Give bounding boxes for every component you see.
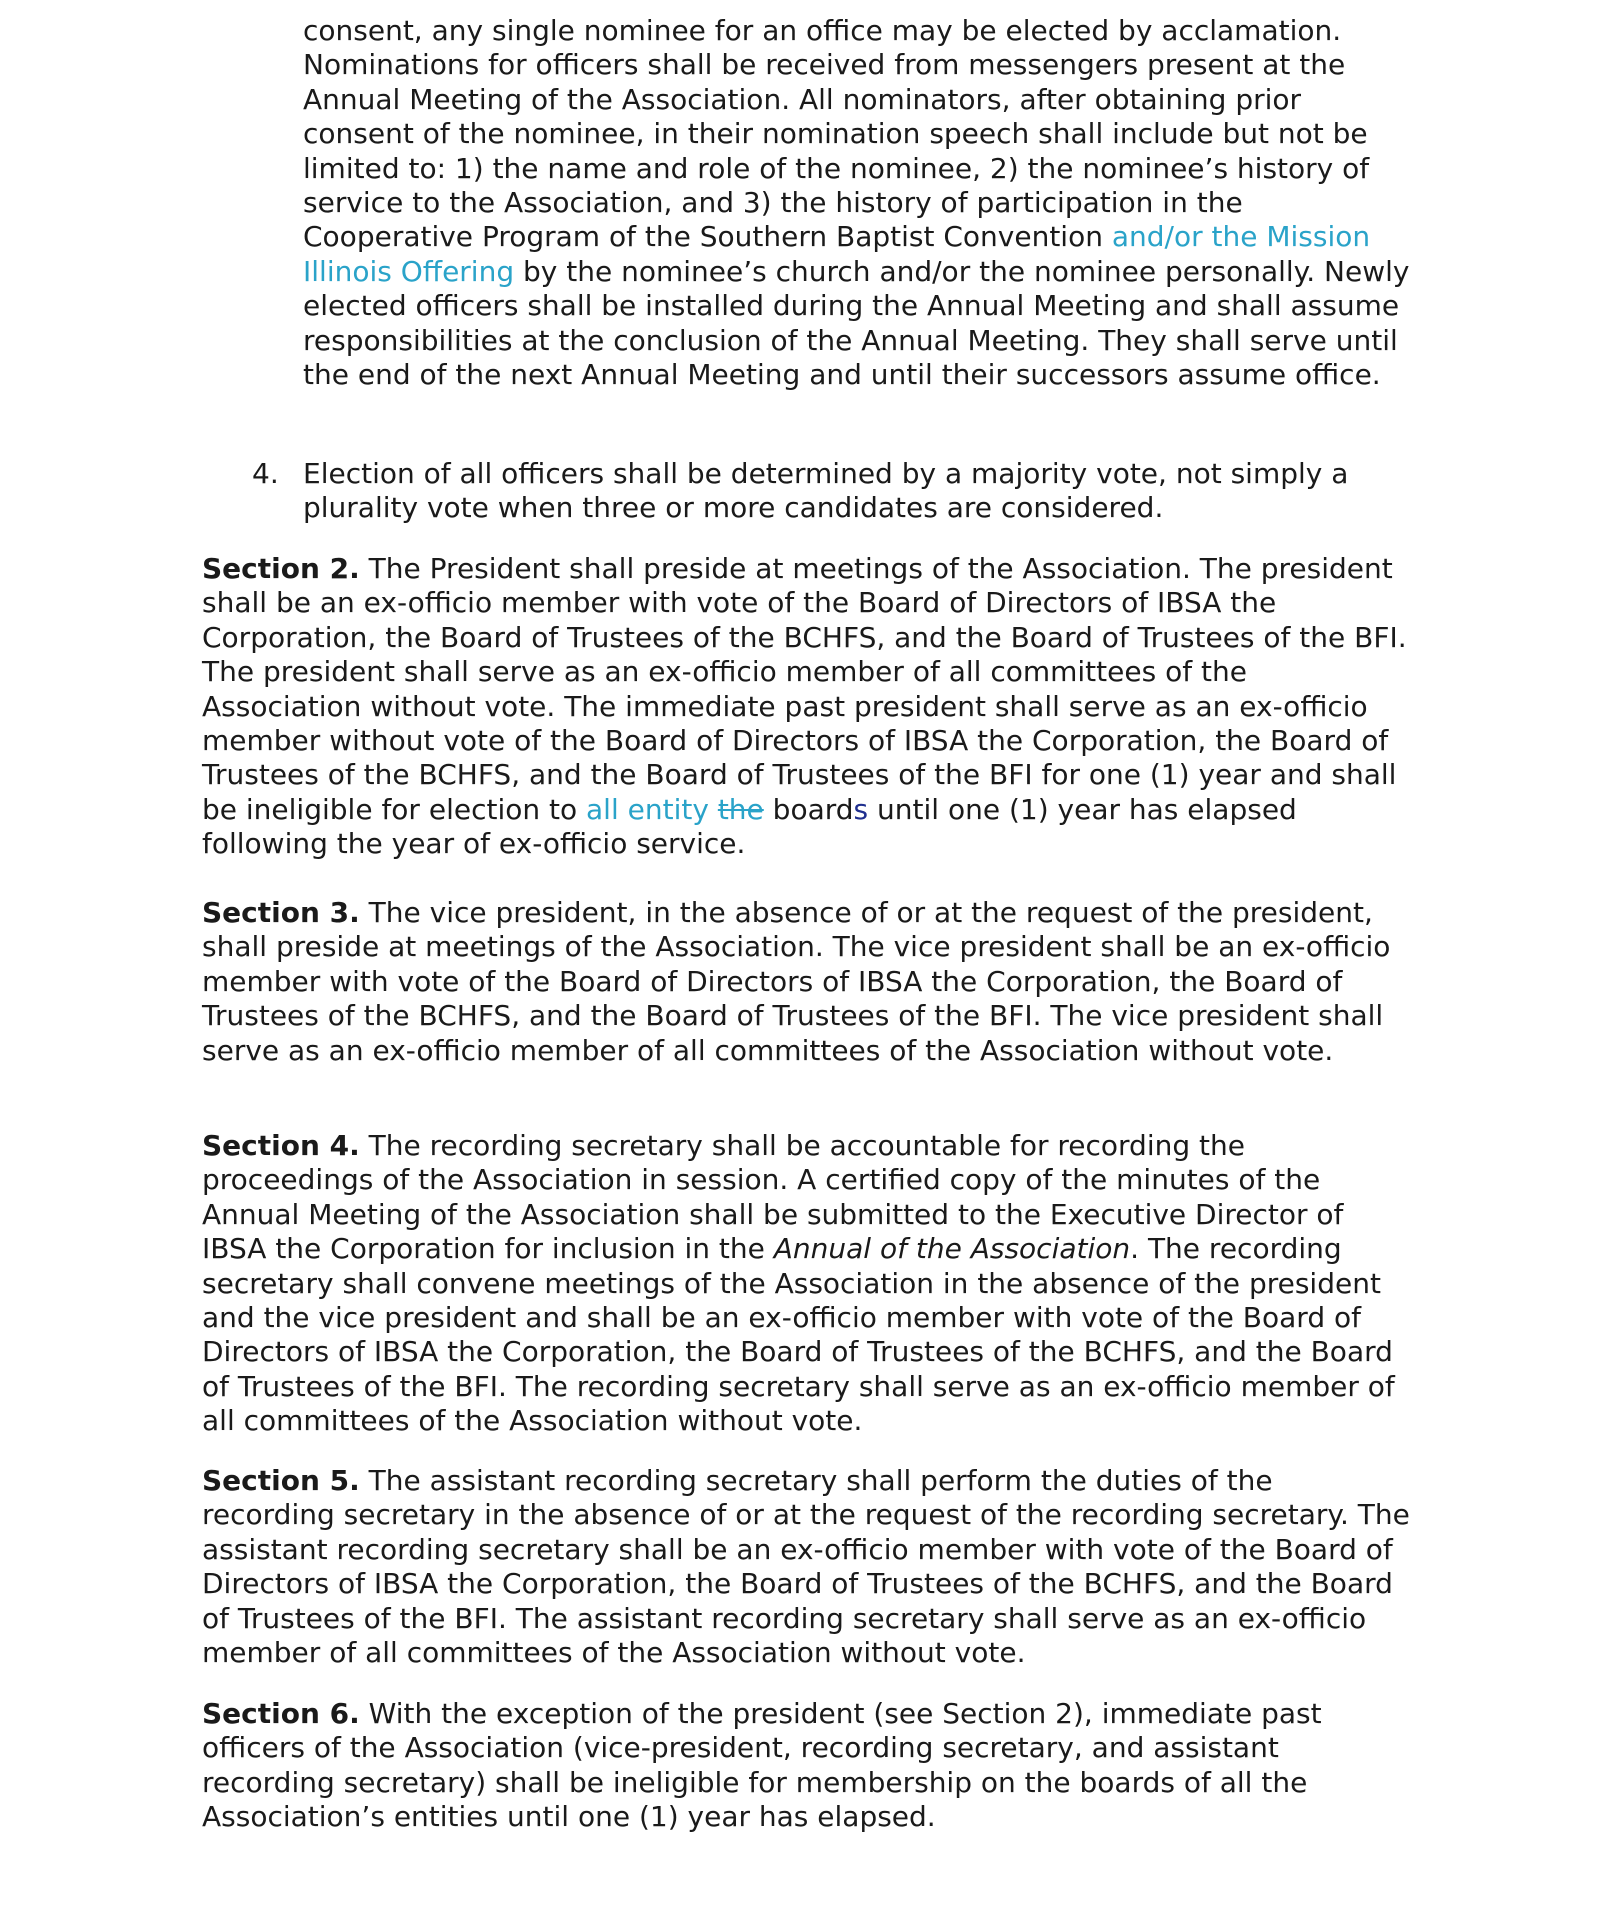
section-3-text: The vice president, in the absence of or at the request of the president, shall preside at meetings of the Association. The vice president shall be an ex-officio member with vote of the Board of Directors of IBSA the Corporation, the Board of Trustees of the BCHFS, and the Board of Trustees of the BFI. The vice president shall serve as an ex-officio member of all committees of the Association without vote. xyxy=(202,896,1391,1067)
list-item-4 xyxy=(252,457,1412,526)
nomination-paragraph xyxy=(303,14,1413,392)
deleted-the: the xyxy=(717,792,764,826)
section-2-text-a: The President shall preside at meetings of the Association. The president shall be an ex-officio member with vote of the Board of Directors of IBSA the Corporation, the Board of Trustees of the BCHFS, and the Board of Trustees of the BFI. The president shall serve as an ex-officio member of all committees of the Association without vote. The immediate past president shall serve as an ex-officio member without vote of the Board of Directors of IBSA the Corporation, the Board of Trustees of the BCHFS, and the Board of Trustees of the BFI for one (1) year and shall be ineligible for election to xyxy=(202,552,1407,826)
annual-title: Annual of the Association xyxy=(773,1232,1131,1266)
list-item-text: Election of all officers shall be determined by a majority vote, not simply a plurality vote when three or more candidates are considered. xyxy=(303,457,1349,525)
section-3 xyxy=(202,896,1412,1068)
section-5-text: The assistant recording secretary shall perform the duties of the recording secretary in the absence of or at the request of the recording secretary. The assistant recording secretary shall be an ex-officio member with vote of the Board of Directors of IBSA the Corporation, the Board of Trustees of the BCHFS, and the Board of Trustees of the BFI. The assistant recording secretary shall serve as an ex-officio member of all committees of the Association without vote. xyxy=(202,1464,1410,1670)
section-2-label: Section 2. xyxy=(202,552,360,585)
section-3-label: Section 3. xyxy=(202,896,360,929)
nomination-text-a: consent, any single nominee for an office may be elected by acclamation. Nominations for officers shall be received from messengers present at the Annual Meeting of the Association. All nominators, after obtaining prior consent of the nominee, in their nomination speech shall include but not be limited to: 1) the name and role of the nominee, 2) the nominee’s history of service to the Association, and 3) the history of participation in the Cooperative Program of the Southern Baptist Convention xyxy=(303,14,1370,254)
section-4-label: Section 4. xyxy=(202,1129,360,1162)
section-5-label: Section 5. xyxy=(202,1464,360,1497)
nomination-text-b: by the nominee’s church and/or the nominee personally. Newly elected officers shall be installed during the Annual Meeting and shall assume responsibilities at the conclusion of the Annual Meeting. They shall serve until the end of the next Annual Meeting and until their successors assume office. xyxy=(303,254,1410,392)
section-4-text-a: The recording secretary shall be accountable for recording the proceedings of the Association in session. A certified copy of the minutes of the Annual Meeting of the Association shall be submitted to the Executive Director of IBSA the Corporation for inclusion in the xyxy=(202,1129,1344,1266)
section-6-label: Section 6. xyxy=(202,1697,360,1730)
inserted-all-entity: all entity xyxy=(586,792,709,826)
section-4 xyxy=(202,1129,1412,1439)
inserted-mission-illinois: and/or the Mission Illinois Offering xyxy=(303,220,1371,288)
section-6-text: With the exception of the president (see Section 2), immediate past officers of the Association (vice-president, recording secretary, and assistant recording secretary) shall be ineligible for membership on the boards of all the Association’s entities until one (1) year has elapsed. xyxy=(202,1697,1322,1834)
section-2-text-c: until one (1) year has elapsed following the year of ex-officio service. xyxy=(202,792,1297,861)
section-2-text-b: board xyxy=(763,792,854,826)
section-4-text-b: . The recording secretary shall convene meetings of the Association in the absence of the president and the vice president and shall be an ex-officio member with vote of the Board of Directors of IBSA the Corporation, the Board of Trustees of the BCHFS, and the Board of Trustees of the BFI. The recording secretary shall serve as an ex-officio member of all committees of the Association without vote. xyxy=(202,1232,1395,1438)
section-2 xyxy=(202,552,1412,862)
section-6 xyxy=(202,1697,1412,1835)
list-item-number: 4. xyxy=(252,457,279,490)
inserted-s: s xyxy=(853,792,869,826)
section-2-space xyxy=(709,793,718,826)
section-5 xyxy=(202,1464,1412,1670)
